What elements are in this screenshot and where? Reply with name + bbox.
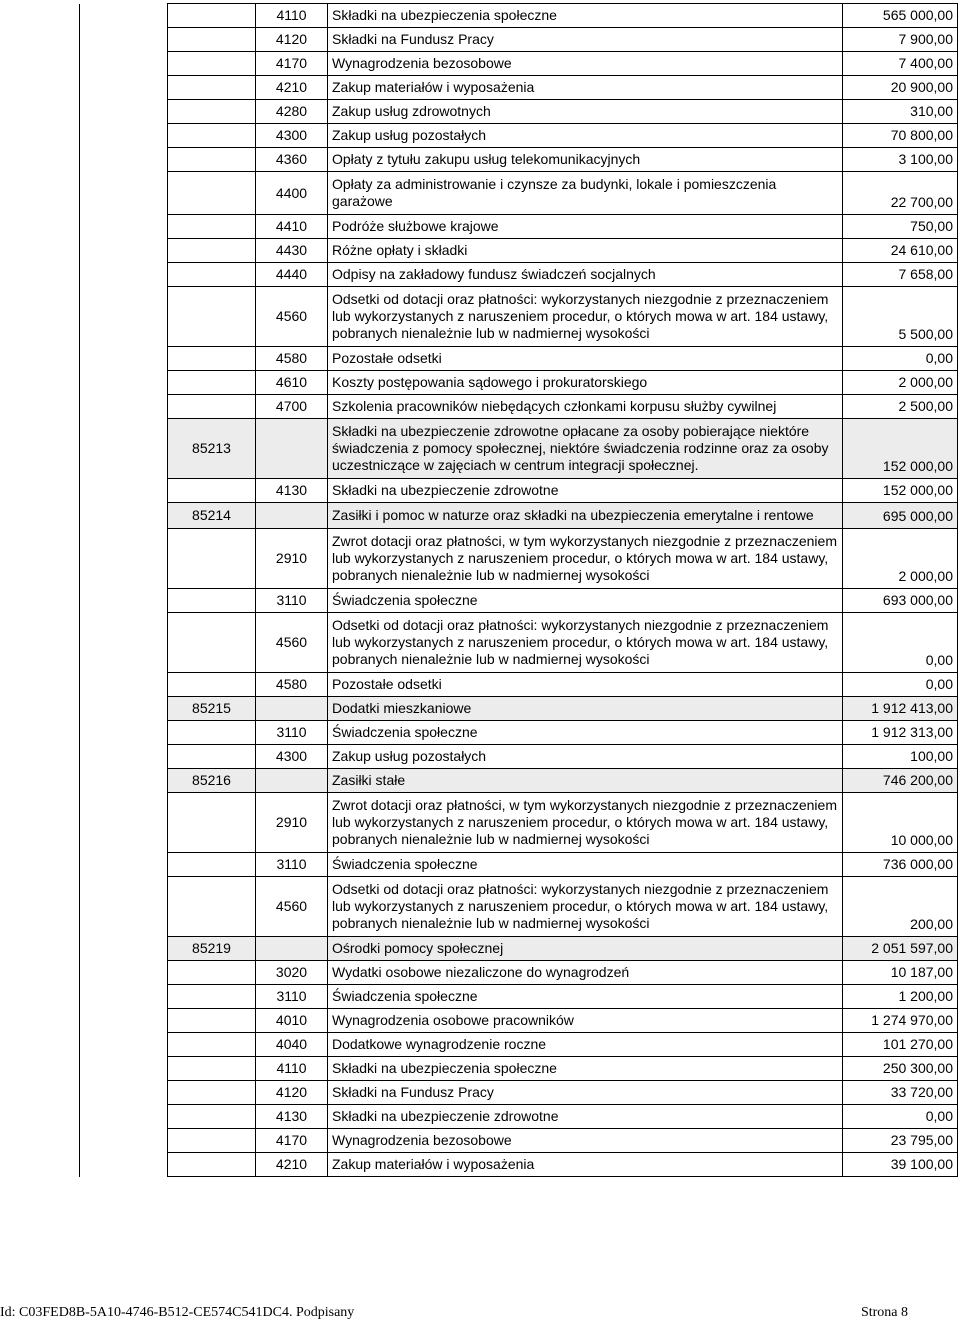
table-row <box>80 1009 958 1033</box>
table-row <box>80 395 958 419</box>
table-row <box>80 172 958 215</box>
table-row <box>80 961 958 985</box>
paragraph-cell: 4610 <box>256 371 328 395</box>
amount-cell: 2 051 597,00 <box>843 937 958 961</box>
section-row <box>80 769 958 793</box>
description-cell: Zwrot dotacji oraz płatności, w tym wykorzystanych niezgodnie z przeznaczeniem lub wykorzystanych z naruszeniem procedur, o których mowa w art. 184 ustawy, pobranych nienależnie lub w nadmiernej wysokości <box>328 793 843 853</box>
description-cell: Dodatki mieszkaniowe <box>328 697 843 721</box>
rozdzial-cell <box>80 52 168 76</box>
paragraph-cell: 4110 <box>256 1057 328 1081</box>
chapter-cell <box>168 853 256 877</box>
description-cell: Zakup usług zdrowotnych <box>328 100 843 124</box>
paragraph-cell <box>256 697 328 721</box>
chapter-cell <box>168 100 256 124</box>
amount-cell: 101 270,00 <box>843 1033 958 1057</box>
table-row <box>80 853 958 877</box>
chapter-cell: 85216 <box>168 769 256 793</box>
rozdzial-cell <box>80 4 168 28</box>
amount-cell: 100,00 <box>843 745 958 769</box>
table-row <box>80 1129 958 1153</box>
chapter-cell <box>168 961 256 985</box>
paragraph-cell: 4010 <box>256 1009 328 1033</box>
chapter-cell: 85219 <box>168 937 256 961</box>
description-cell: Zwrot dotacji oraz płatności, w tym wykorzystanych niezgodnie z przeznaczeniem lub wykorzystanych z naruszeniem procedur, o których mowa w art. 184 ustawy, pobranych nienależnie lub w nadmiernej wysokości <box>328 529 843 589</box>
description-cell: Wydatki osobowe niezaliczone do wynagrodzeń <box>328 961 843 985</box>
paragraph-cell: 4410 <box>256 215 328 239</box>
table-row <box>80 673 958 697</box>
amount-cell: 7 400,00 <box>843 52 958 76</box>
rozdzial-cell <box>80 589 168 613</box>
chapter-cell <box>168 589 256 613</box>
amount-cell: 2 500,00 <box>843 395 958 419</box>
amount-cell: 746 200,00 <box>843 769 958 793</box>
description-cell: Składki na ubezpieczenie zdrowotne <box>328 479 843 503</box>
chapter-cell <box>168 287 256 347</box>
paragraph-cell: 4560 <box>256 877 328 937</box>
chapter-cell <box>168 1153 256 1177</box>
description-cell: Różne opłaty i składki <box>328 239 843 263</box>
chapter-cell <box>168 1033 256 1057</box>
paragraph-cell <box>256 419 328 479</box>
rozdzial-cell <box>80 1057 168 1081</box>
table-row <box>80 347 958 371</box>
chapter-cell <box>168 1129 256 1153</box>
amount-cell: 1 912 413,00 <box>843 697 958 721</box>
table-row <box>80 4 958 28</box>
table-row <box>80 877 958 937</box>
amount-cell: 750,00 <box>843 215 958 239</box>
amount-cell: 0,00 <box>843 673 958 697</box>
chapter-cell <box>168 793 256 853</box>
paragraph-cell: 4210 <box>256 76 328 100</box>
chapter-cell <box>168 1057 256 1081</box>
rozdzial-cell <box>80 347 168 371</box>
chapter-cell <box>168 4 256 28</box>
chapter-cell <box>168 877 256 937</box>
rozdzial-cell <box>80 985 168 1009</box>
chapter-cell <box>168 613 256 673</box>
description-cell: Świadczenia społeczne <box>328 721 843 745</box>
description-cell: Składki na Fundusz Pracy <box>328 28 843 52</box>
table-row <box>80 215 958 239</box>
description-cell: Składki na ubezpieczenia społeczne <box>328 1057 843 1081</box>
rozdzial-cell <box>80 1009 168 1033</box>
description-cell: Opłaty z tytułu zakupu usług telekomunikacyjnych <box>328 148 843 172</box>
amount-cell: 2 000,00 <box>843 529 958 589</box>
table-row <box>80 28 958 52</box>
section-row <box>80 503 958 529</box>
chapter-cell <box>168 745 256 769</box>
table-row <box>80 589 958 613</box>
chapter-cell <box>168 347 256 371</box>
rozdzial-cell <box>80 215 168 239</box>
paragraph-cell: 4300 <box>256 745 328 769</box>
paragraph-cell <box>256 937 328 961</box>
rozdzial-cell <box>80 124 168 148</box>
paragraph-cell: 3110 <box>256 985 328 1009</box>
description-cell: Ośrodki pomocy społecznej <box>328 937 843 961</box>
paragraph-cell: 4280 <box>256 100 328 124</box>
page-number: Strona 8 <box>860 1305 908 1320</box>
chapter-cell <box>168 239 256 263</box>
amount-cell: 0,00 <box>843 613 958 673</box>
rozdzial-cell <box>80 721 168 745</box>
description-cell: Zakup materiałów i wyposażenia <box>328 1153 843 1177</box>
chapter-cell <box>168 721 256 745</box>
paragraph-cell: 4040 <box>256 1033 328 1057</box>
rozdzial-cell <box>80 769 168 793</box>
amount-cell: 736 000,00 <box>843 853 958 877</box>
paragraph-cell <box>256 769 328 793</box>
description-cell: Zasiłki i pomoc w naturze oraz składki na ubezpieczenia emerytalne i rentowe <box>328 503 843 529</box>
amount-cell: 0,00 <box>843 347 958 371</box>
description-cell: Odpisy na zakładowy fundusz świadczeń socjalnych <box>328 263 843 287</box>
table-row <box>80 529 958 589</box>
table-row <box>80 239 958 263</box>
paragraph-cell: 2910 <box>256 529 328 589</box>
table-row <box>80 371 958 395</box>
chapter-cell <box>168 529 256 589</box>
chapter-cell <box>168 985 256 1009</box>
chapter-cell <box>168 479 256 503</box>
amount-cell: 7 900,00 <box>843 28 958 52</box>
section-row <box>80 697 958 721</box>
chapter-cell: 85214 <box>168 503 256 529</box>
chapter-cell <box>168 1081 256 1105</box>
rozdzial-cell <box>80 28 168 52</box>
section-row <box>80 419 958 479</box>
rozdzial-cell <box>80 172 168 215</box>
paragraph-cell: 4360 <box>256 148 328 172</box>
budget-table-body <box>80 4 958 1177</box>
chapter-cell <box>168 28 256 52</box>
chapter-cell: 85215 <box>168 697 256 721</box>
description-cell: Składki na Fundusz Pracy <box>328 1081 843 1105</box>
rozdzial-cell <box>80 395 168 419</box>
amount-cell: 695 000,00 <box>843 503 958 529</box>
amount-cell: 310,00 <box>843 100 958 124</box>
paragraph-cell: 4400 <box>256 172 328 215</box>
rozdzial-cell <box>80 529 168 589</box>
description-cell: Dodatkowe wynagrodzenie roczne <box>328 1033 843 1057</box>
rozdzial-cell <box>80 100 168 124</box>
paragraph-cell: 4580 <box>256 347 328 371</box>
table-row <box>80 148 958 172</box>
paragraph-cell: 3020 <box>256 961 328 985</box>
description-cell: Zakup usług pozostałych <box>328 745 843 769</box>
amount-cell: 22 700,00 <box>843 172 958 215</box>
table-row <box>80 793 958 853</box>
paragraph-cell: 4170 <box>256 1129 328 1153</box>
paragraph-cell: 4120 <box>256 28 328 52</box>
section-row <box>80 937 958 961</box>
description-cell: Pozostałe odsetki <box>328 347 843 371</box>
rozdzial-cell <box>80 613 168 673</box>
rozdzial-cell <box>80 745 168 769</box>
chapter-cell <box>168 371 256 395</box>
amount-cell: 23 795,00 <box>843 1129 958 1153</box>
amount-cell: 1 274 970,00 <box>843 1009 958 1033</box>
paragraph-cell: 4560 <box>256 287 328 347</box>
paragraph-cell: 4430 <box>256 239 328 263</box>
rozdzial-cell <box>80 419 168 479</box>
chapter-cell <box>168 52 256 76</box>
table-row <box>80 1033 958 1057</box>
rozdzial-cell <box>80 793 168 853</box>
paragraph-cell: 4130 <box>256 479 328 503</box>
chapter-cell <box>168 172 256 215</box>
description-cell: Składki na ubezpieczenie zdrowotne <box>328 1105 843 1129</box>
paragraph-cell: 4120 <box>256 1081 328 1105</box>
description-cell: Wynagrodzenia bezosobowe <box>328 1129 843 1153</box>
rozdzial-cell <box>80 961 168 985</box>
table-row <box>80 1153 958 1177</box>
amount-cell: 250 300,00 <box>843 1057 958 1081</box>
description-cell: Podróże służbowe krajowe <box>328 215 843 239</box>
paragraph-cell: 4700 <box>256 395 328 419</box>
description-cell: Szkolenia pracowników niebędących członkami korpusu służby cywilnej <box>328 395 843 419</box>
chapter-cell <box>168 76 256 100</box>
rozdzial-cell <box>80 1129 168 1153</box>
rozdzial-cell <box>80 853 168 877</box>
document-id: Id: C03FED8B-5A10-4746-B512-CE574C541DC4. Podpisany <box>0 1305 355 1320</box>
description-cell: Koszty postępowania sądowego i prokuratorskiego <box>328 371 843 395</box>
amount-cell: 693 000,00 <box>843 589 958 613</box>
rozdzial-cell <box>80 1105 168 1129</box>
chapter-cell <box>168 1105 256 1129</box>
rozdzial-cell <box>80 697 168 721</box>
description-cell: Zakup usług pozostałych <box>328 124 843 148</box>
paragraph-cell: 4210 <box>256 1153 328 1177</box>
table-row <box>80 479 958 503</box>
rozdzial-cell <box>80 1033 168 1057</box>
table-row <box>80 613 958 673</box>
paragraph-cell <box>256 503 328 529</box>
chapter-cell <box>168 148 256 172</box>
rozdzial-cell <box>80 287 168 347</box>
description-cell: Zakup materiałów i wyposażenia <box>328 76 843 100</box>
description-cell: Świadczenia społeczne <box>328 985 843 1009</box>
table-row <box>80 52 958 76</box>
rozdzial-cell <box>80 148 168 172</box>
table-row <box>80 1057 958 1081</box>
amount-cell: 200,00 <box>843 877 958 937</box>
description-cell: Opłaty za administrowanie i czynsze za budynki, lokale i pomieszczenia garażowe <box>328 172 843 215</box>
rozdzial-cell <box>80 479 168 503</box>
table-row <box>80 721 958 745</box>
table-row <box>80 124 958 148</box>
table-row <box>80 100 958 124</box>
table-row <box>80 745 958 769</box>
amount-cell: 24 610,00 <box>843 239 958 263</box>
description-cell: Wynagrodzenia osobowe pracowników <box>328 1009 843 1033</box>
paragraph-cell: 4300 <box>256 124 328 148</box>
paragraph-cell: 4130 <box>256 1105 328 1129</box>
description-cell: Składki na ubezpieczenia społeczne <box>328 4 843 28</box>
table-row <box>80 985 958 1009</box>
amount-cell: 39 100,00 <box>843 1153 958 1177</box>
description-cell: Zasiłki stałe <box>328 769 843 793</box>
amount-cell: 2 000,00 <box>843 371 958 395</box>
description-cell: Świadczenia społeczne <box>328 853 843 877</box>
rozdzial-cell <box>80 371 168 395</box>
description-cell: Wynagrodzenia bezosobowe <box>328 52 843 76</box>
rozdzial-cell <box>80 1153 168 1177</box>
description-cell: Odsetki od dotacji oraz płatności: wykorzystanych niezgodnie z przeznaczeniem lub wykorzystanych z naruszeniem procedur, o których mowa w art. 184 ustawy, pobranych nienależnie lub w nadmiernej wysokości <box>328 613 843 673</box>
amount-cell: 1 912 313,00 <box>843 721 958 745</box>
paragraph-cell: 3110 <box>256 589 328 613</box>
table-row <box>80 263 958 287</box>
rozdzial-cell <box>80 263 168 287</box>
paragraph-cell: 4580 <box>256 673 328 697</box>
paragraph-cell: 4560 <box>256 613 328 673</box>
amount-cell: 0,00 <box>843 1105 958 1129</box>
chapter-cell <box>168 263 256 287</box>
amount-cell: 33 720,00 <box>843 1081 958 1105</box>
rozdzial-cell <box>80 76 168 100</box>
chapter-cell <box>168 395 256 419</box>
amount-cell: 20 900,00 <box>843 76 958 100</box>
amount-cell: 10 187,00 <box>843 961 958 985</box>
paragraph-cell: 4440 <box>256 263 328 287</box>
description-cell: Odsetki od dotacji oraz płatności: wykorzystanych niezgodnie z przeznaczeniem lub wykorzystanych z naruszeniem procedur, o których mowa w art. 184 ustawy, pobranych nienależnie lub w nadmiernej wysokości <box>328 287 843 347</box>
paragraph-cell: 3110 <box>256 853 328 877</box>
amount-cell: 70 800,00 <box>843 124 958 148</box>
rozdzial-cell <box>80 503 168 529</box>
rozdzial-cell <box>80 1081 168 1105</box>
paragraph-cell: 2910 <box>256 793 328 853</box>
chapter-cell <box>168 124 256 148</box>
amount-cell: 1 200,00 <box>843 985 958 1009</box>
rozdzial-cell <box>80 877 168 937</box>
chapter-cell <box>168 1009 256 1033</box>
table-row <box>80 1081 958 1105</box>
rozdzial-cell <box>80 239 168 263</box>
chapter-cell <box>168 673 256 697</box>
budget-table <box>79 3 958 1177</box>
table-row <box>80 287 958 347</box>
amount-cell: 5 500,00 <box>843 287 958 347</box>
amount-cell: 10 000,00 <box>843 793 958 853</box>
paragraph-cell: 4110 <box>256 4 328 28</box>
amount-cell: 565 000,00 <box>843 4 958 28</box>
description-cell: Składki na ubezpieczenie zdrowotne opłacane za osoby pobierające niektóre świadczenia z pomocy społecznej, niektóre świadczenia rodzinne oraz za osoby uczestniczące w zajęciach w centrum integracji społecznej. <box>328 419 843 479</box>
amount-cell: 3 100,00 <box>843 148 958 172</box>
description-cell: Świadczenia społeczne <box>328 589 843 613</box>
description-cell: Odsetki od dotacji oraz płatności: wykorzystanych niezgodnie z przeznaczeniem lub wykorzystanych z naruszeniem procedur, o których mowa w art. 184 ustawy, pobranych nienależnie lub w nadmiernej wysokości <box>328 877 843 937</box>
amount-cell: 152 000,00 <box>843 479 958 503</box>
paragraph-cell: 3110 <box>256 721 328 745</box>
chapter-cell <box>168 215 256 239</box>
rozdzial-cell <box>80 937 168 961</box>
rozdzial-cell <box>80 673 168 697</box>
table-row <box>80 1105 958 1129</box>
chapter-cell: 85213 <box>168 419 256 479</box>
amount-cell: 152 000,00 <box>843 419 958 479</box>
table-row <box>80 76 958 100</box>
description-cell: Pozostałe odsetki <box>328 673 843 697</box>
paragraph-cell: 4170 <box>256 52 328 76</box>
amount-cell: 7 658,00 <box>843 263 958 287</box>
